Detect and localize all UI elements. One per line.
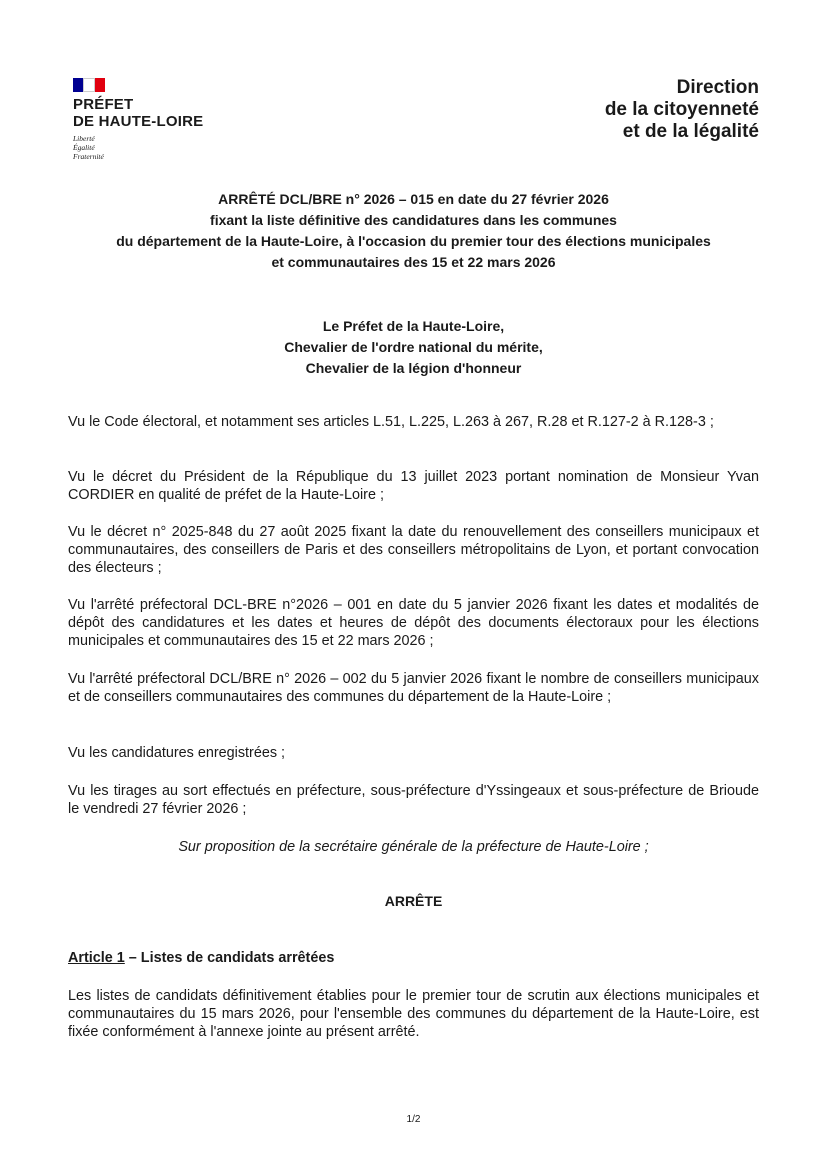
motto-egalite: Égalité bbox=[73, 143, 95, 152]
prefet-block bbox=[60, 316, 767, 379]
direction-heading bbox=[605, 77, 759, 143]
page-number: 1/2 bbox=[406, 1114, 421, 1125]
title-line-2: fixant la liste définitive des candidatures dans les communes bbox=[210, 212, 617, 228]
visa-decret-nomination: Vu le décret du Président de la République du 13 juillet 2023 portant nomination de Monsieur Yvan CORDIER en qualité de préfet de la Haute-Loire ; bbox=[68, 469, 759, 503]
prefet-line-1: Le Préfet de la Haute-Loire, bbox=[322, 318, 505, 334]
article-1-heading bbox=[68, 950, 334, 966]
visa-arrete-001: Vu l'arrêté préfectoral DCL-BRE n°2026 – 001 en date du 5 janvier 2026 fixant les dates et modalités de dépôt des candidatures et les dates et heures de dépôt des documents électoraux pour les élections municipales et communautaires des 15 et 22 mars 2026 ; bbox=[68, 597, 759, 649]
arrete-title bbox=[60, 189, 767, 273]
article-1-text: Les listes de candidats définitivement établies pour le premier tour de scrutin aux élections municipales et communautaires du 15 mars 2026, pour l'ensemble des communes du département de la Haute-Loire, est fixée conformément à l'annexe jointe au présent arrêté. bbox=[68, 988, 759, 1040]
prefecture-name-line-2: DE HAUTE-LOIRE bbox=[73, 113, 204, 130]
arrete-heading: ARRÊTE bbox=[384, 893, 443, 909]
republic-motto bbox=[73, 134, 203, 161]
title-line-4: et communautaires des 15 et 22 mars 2026 bbox=[271, 254, 556, 270]
motto-liberte: Liberté bbox=[73, 134, 95, 143]
prefet-line-2: Chevalier de l'ordre national du mérite, bbox=[284, 339, 543, 355]
visa-arrete-002: Vu l'arrêté préfectoral DCL/BRE n° 2026 – 002 du 5 janvier 2026 fixant le nombre de conseillers municipaux et de conseillers communautaires des communes du département de la Haute-Loire ; bbox=[68, 671, 759, 705]
direction-line-3: et de la légalité bbox=[622, 121, 759, 142]
direction-line-2: de la citoyenneté bbox=[604, 99, 759, 120]
article-1-title: – Listes de candidats arrêtées bbox=[124, 950, 335, 966]
proposition: Sur proposition de la secrétaire générale de la préfecture de Haute-Loire ; bbox=[178, 839, 649, 855]
title-line-1: ARRÊTÉ DCL/BRE n° 2026 – 015 en date du 27 février 2026 bbox=[218, 191, 609, 207]
visa-candidatures: Vu les candidatures enregistrées ; bbox=[68, 745, 286, 761]
visa-decret-convocation: Vu le décret n° 2025-848 du 27 août 2025 fixant la date du renouvellement des conseillers municipaux et communautaires, des conseillers de Paris et des conseillers métropolitains de Lyon, et portant convocation des électeurs ; bbox=[68, 524, 759, 576]
motto-fraternite: Fraternité bbox=[73, 152, 104, 161]
direction-line-1: Direction bbox=[676, 77, 759, 98]
visa-code-electoral: Vu le Code électoral, et notamment ses articles L.51, L.225, L.263 à 267, R.28 et R.127-2 à R.128-3 ; bbox=[68, 414, 714, 430]
marianne-flag-icon bbox=[73, 78, 203, 92]
title-line-3: du département de la Haute-Loire, à l'occasion du premier tour des élections municipales bbox=[116, 233, 711, 249]
prefecture-name-line-1: PRÉFET bbox=[73, 96, 134, 113]
article-1-label: Article 1 bbox=[68, 950, 125, 966]
prefecture-logo bbox=[73, 78, 203, 161]
visa-tirages: Vu les tirages au sort effectués en préfecture, sous-préfecture d'Yssingeaux et sous-préfecture de Brioude le vendredi 27 février 2026 ; bbox=[68, 783, 759, 817]
prefet-line-3: Chevalier de la légion d'honneur bbox=[305, 360, 522, 376]
